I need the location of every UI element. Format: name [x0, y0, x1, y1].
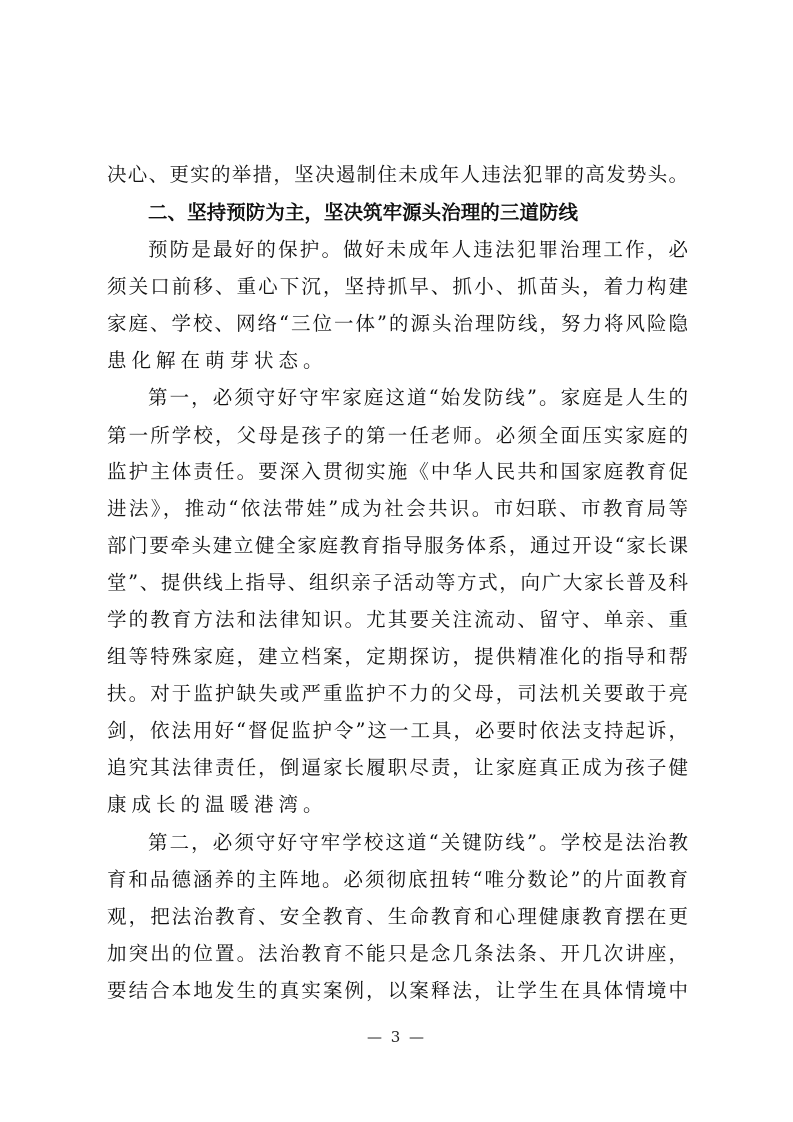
text-line: 须关口前移、重心下沉，坚持抓早、抓小、抓苗头，着力构建	[107, 275, 688, 298]
text-line: 第一，必须守好守牢家庭这道“始发防线”。家庭是人生的	[148, 386, 688, 409]
text-line: 加突出的位置。法治教育不能只是念几条法条、开几次讲座，	[107, 942, 688, 965]
text-line: 组等特殊家庭，建立档案，定期探访，提供精准化的指导和帮	[107, 645, 688, 668]
text-line: 康成长的温暖港湾。	[107, 793, 328, 816]
text-line: 第一所学校，父母是孩子的第一任老师。必须全面压实家庭的	[107, 424, 688, 447]
section-heading: 二、坚持预防为主，坚决筑牢源头治理的三道防线	[148, 201, 578, 224]
text-line: 堂”、提供线上指导、组织亲子活动等方式，向广大家长普及科	[107, 571, 688, 594]
text-line: 第二，必须守好守牢学校这道“关键防线”。学校是法治教	[148, 831, 688, 854]
text-line: 部门要牵头建立健全家庭教育指导服务体系，通过开设“家长课	[107, 534, 688, 557]
text-line: 家庭、学校、网络“三位一体”的源头治理防线，努力将风险隐	[107, 312, 688, 335]
text-line: 预防是最好的保护。做好未成年人违法犯罪治理工作，必	[148, 238, 688, 261]
page-number: — 3 —	[366, 1028, 427, 1046]
text-line: 育和品德涵养的主阵地。必须彻底扭转“唯分数论”的片面教育	[107, 868, 688, 891]
text-line: 决心、更实的举措，坚决遏制住未成年人违法犯罪的高发势头。	[107, 163, 688, 186]
text-line: 扶。对于监护缺失或严重监护不力的父母，司法机关要敢于亮	[107, 682, 688, 705]
text-line: 监护主体责任。要深入贯彻实施《中华人民共和国家庭教育促	[107, 460, 688, 483]
text-line: 观，把法治教育、安全教育、生命教育和心理健康教育摆在更	[107, 905, 688, 928]
text-line: 患化解在萌芽状态。	[107, 349, 328, 372]
text-line: 学的教育方法和法律知识。尤其要关注流动、留守、单亲、重	[107, 608, 688, 631]
text-line: 进法》，推动“依法带娃”成为社会共识。市妇联、市教育局等	[107, 497, 688, 520]
text-line: 追究其法律责任，倒逼家长履职尽责，让家庭真正成为孩子健	[107, 756, 688, 779]
text-line: 要结合本地发生的真实案例，以案释法，让学生在具体情境中	[107, 979, 688, 1002]
text-line: 剑，依法用好“督促监护令”这一工具，必要时依法支持起诉，	[107, 719, 688, 742]
